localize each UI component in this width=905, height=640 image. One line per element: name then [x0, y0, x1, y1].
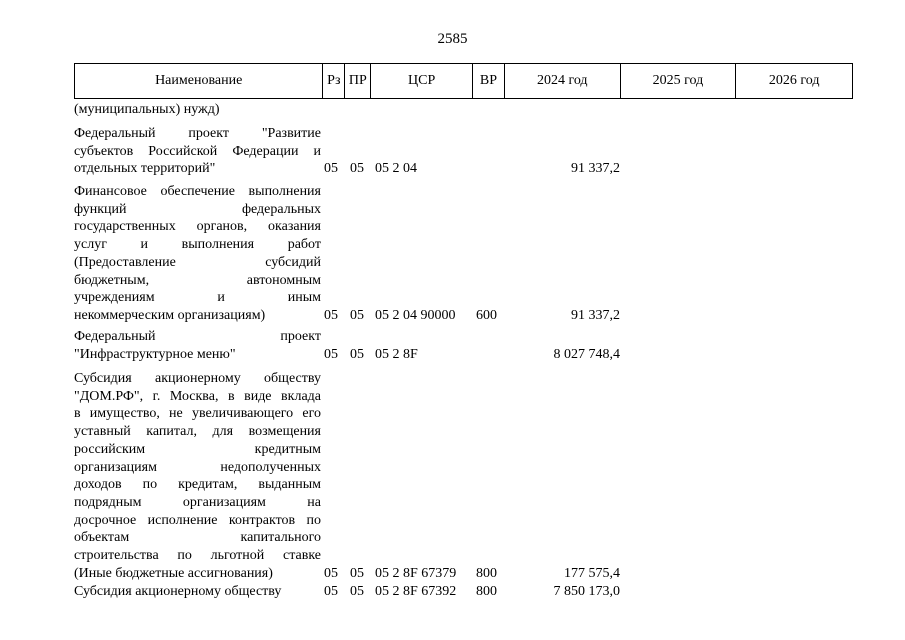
row-csr: 05 2 8F [375, 346, 418, 362]
row-csr: 05 2 8F 67392 [375, 583, 457, 599]
row-name-line: строительства по льготной ставке [74, 548, 321, 564]
row-pr: 05 [350, 583, 364, 599]
header-2025: 2025 год [621, 64, 737, 98]
row-pr: 05 [350, 307, 364, 323]
table-header [74, 63, 853, 99]
header-csr: ЦСР [371, 64, 473, 98]
row-name [74, 125, 321, 178]
row-rz: 05 [324, 565, 338, 581]
table-row [74, 328, 853, 363]
row-2024: 177 575,4 [564, 565, 620, 581]
row-name-line: (Предоставление субсидий [74, 254, 321, 270]
header-2024: 2024 год [505, 64, 621, 98]
row-vr: 800 [476, 583, 497, 599]
row-name [74, 328, 321, 363]
row-pr: 05 [350, 161, 364, 177]
header-vr: ВР [473, 64, 505, 98]
row-name-line: досрочное исполнение контрактов по [74, 512, 321, 528]
row-rz: 05 [324, 346, 338, 362]
row-pr: 05 [350, 565, 364, 581]
row-2024: 7 850 173,0 [553, 583, 620, 599]
row-pr: 05 [350, 346, 364, 362]
row-name-line: объектам капитального [74, 530, 321, 546]
header-rz: Рз [323, 64, 345, 98]
row-name-line: Субсидия акционерному обществу [74, 371, 321, 386]
table-row [74, 101, 853, 119]
row-name-line: отдельных территорий" [74, 161, 216, 177]
row-name-line: некоммерческим организациям) [74, 307, 266, 323]
row-name [74, 183, 321, 325]
row-name-line: в имущество, не увеличивающего его [74, 406, 321, 422]
table-row [74, 370, 853, 582]
row-name-line: учреждениям и иным [74, 290, 321, 306]
row-2024: 8 027 748,4 [553, 346, 620, 362]
table-row [74, 183, 853, 325]
row-csr: 05 2 04 [375, 161, 417, 177]
row-csr: 05 2 8F 67379 [375, 565, 457, 581]
row-vr: 800 [476, 565, 497, 581]
row-name-line: Субсидия акционерному обществу [74, 584, 282, 599]
row-vr: 600 [476, 307, 497, 323]
row-2024: 91 337,2 [571, 161, 620, 177]
header-2026: 2026 год [768, 73, 820, 88]
header-pr: ПР [345, 64, 371, 98]
row-name-line: подрядным организациям на [74, 494, 321, 510]
row-name-line: субъектов Российской Федерации и [74, 143, 321, 159]
row-name [74, 370, 321, 582]
row-name-line: уставный капитал, для возмещения [74, 424, 321, 440]
row-name-line: Финансовое обеспечение выполнения [74, 184, 321, 199]
page-number: 2585 [437, 31, 468, 47]
row-name-line: Федеральный проект [74, 329, 321, 344]
row-name-line: государственных органов, оказания [74, 219, 321, 235]
table-row [74, 125, 853, 178]
row-rz: 05 [324, 307, 338, 323]
row-rz: 05 [324, 161, 338, 177]
row-csr: 05 2 04 90000 [375, 307, 456, 323]
row-name-line: российским кредитным [74, 441, 321, 457]
row-name [74, 101, 321, 119]
row-name-line: услуг и выполнения работ [74, 237, 321, 253]
row-name-line: (муниципальных) нужд) [74, 102, 220, 117]
row-name-line: функций федеральных [74, 201, 321, 217]
row-name [74, 583, 321, 601]
row-2024: 91 337,2 [571, 307, 620, 323]
table-row [74, 583, 853, 601]
row-name-line: Федеральный проект "Развитие [74, 126, 321, 141]
row-rz: 05 [324, 583, 338, 599]
row-name-line: доходов по кредитам, выданным [74, 477, 321, 493]
row-name-line: "ДОМ.РФ", г. Москва, в виде вклада [74, 388, 321, 404]
row-name-line: "Инфраструктурное меню" [74, 346, 236, 362]
row-name-line: организациям недополученных [74, 459, 321, 475]
row-name-line: бюджетным, автономным [74, 272, 321, 288]
row-name-line: (Иные бюджетные ассигнования) [74, 565, 273, 581]
header-name: Наименование [75, 64, 323, 98]
